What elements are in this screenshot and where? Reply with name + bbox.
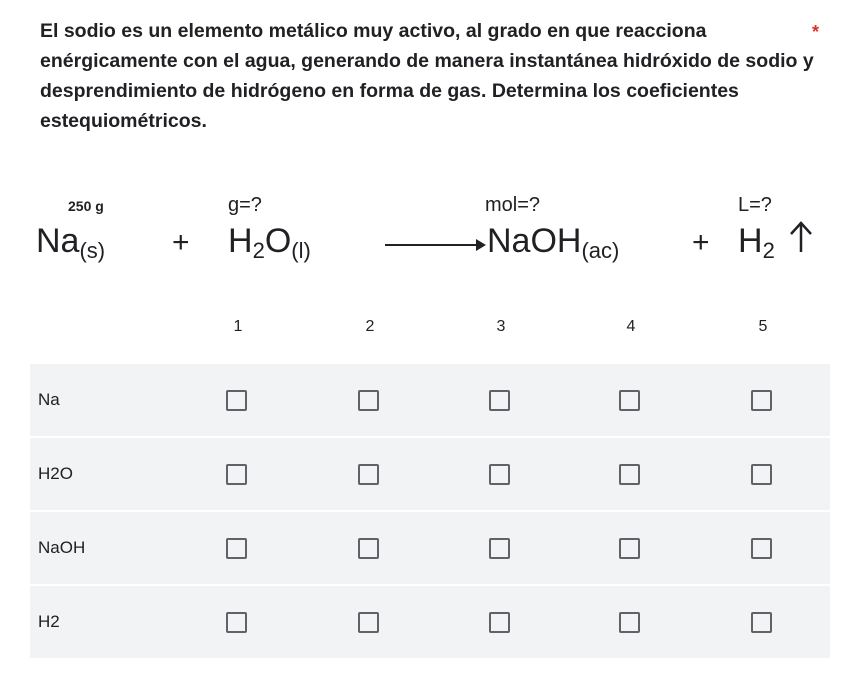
column-header-3: 3 <box>496 318 506 335</box>
column-header-1: 1 <box>233 318 243 335</box>
up-arrow-icon <box>788 218 814 258</box>
checkbox-h2-2[interactable] <box>358 612 379 633</box>
checkbox-naoh-3[interactable] <box>489 538 510 559</box>
right-arrow-head-icon <box>476 239 486 251</box>
checkbox-na-4[interactable] <box>619 390 640 411</box>
checkbox-na-2[interactable] <box>358 390 379 411</box>
column-header-4: 4 <box>626 318 636 335</box>
row-label-naoh: NaOH <box>38 538 86 557</box>
checkbox-naoh-5[interactable] <box>751 538 772 559</box>
checkbox-naoh-1[interactable] <box>226 538 247 559</box>
na-mass-note: 250 g <box>68 198 104 214</box>
h2-volume-note: L=? <box>738 194 772 216</box>
checkbox-h2o-1[interactable] <box>226 464 247 485</box>
checkbox-naoh-2[interactable] <box>358 538 379 559</box>
checkbox-h2o-3[interactable] <box>489 464 510 485</box>
checkbox-h2-3[interactable] <box>489 612 510 633</box>
checkbox-na-5[interactable] <box>751 390 772 411</box>
required-asterisk: * <box>812 22 820 42</box>
h2o-mass-note: g=? <box>228 194 262 216</box>
row-label-na: Na <box>38 390 60 409</box>
checkbox-na-1[interactable] <box>226 390 247 411</box>
row-label-h2o: H2O <box>38 464 73 483</box>
formula-h2o: $H_2O_{(l)}$ <box>228 222 311 263</box>
plus-sign-1: + <box>172 226 190 259</box>
checkbox-h2o-4[interactable] <box>619 464 640 485</box>
grid-row-na <box>30 364 830 436</box>
checkbox-h2-5[interactable] <box>751 612 772 633</box>
right-arrow-icon <box>385 244 478 246</box>
column-header-5: 5 <box>758 318 768 335</box>
formula-naoh: NaOH$_{(ac)}$ <box>487 222 620 263</box>
plus-sign-2: + <box>692 226 710 259</box>
row-label-h2: H2 <box>38 612 60 631</box>
checkbox-h2-1[interactable] <box>226 612 247 633</box>
checkbox-naoh-4[interactable] <box>619 538 640 559</box>
formula-h2: $H_2$ <box>738 222 775 263</box>
grid-row-h2o <box>30 438 830 510</box>
chemical-equation <box>0 180 861 290</box>
checkbox-h2o-2[interactable] <box>358 464 379 485</box>
grid-row-h2 <box>30 586 830 658</box>
formula-na: $Na_{(s)}$ <box>36 222 106 263</box>
naoh-mol-note: mol=? <box>485 194 541 216</box>
grid-row-naoh <box>30 512 830 584</box>
question-text: El sodio es un elemento metálico muy activo, al grado en que reacciona enérgicamente con el agua, generando de manera instantánea hidróxido de sodio y desprendimiento de hidrógeno en forma de gas. Determina los coeficientes estequiométricos. <box>40 20 814 132</box>
checkbox-na-3[interactable] <box>489 390 510 411</box>
checkbox-h2-4[interactable] <box>619 612 640 633</box>
column-header-2: 2 <box>365 318 375 335</box>
checkbox-h2o-5[interactable] <box>751 464 772 485</box>
